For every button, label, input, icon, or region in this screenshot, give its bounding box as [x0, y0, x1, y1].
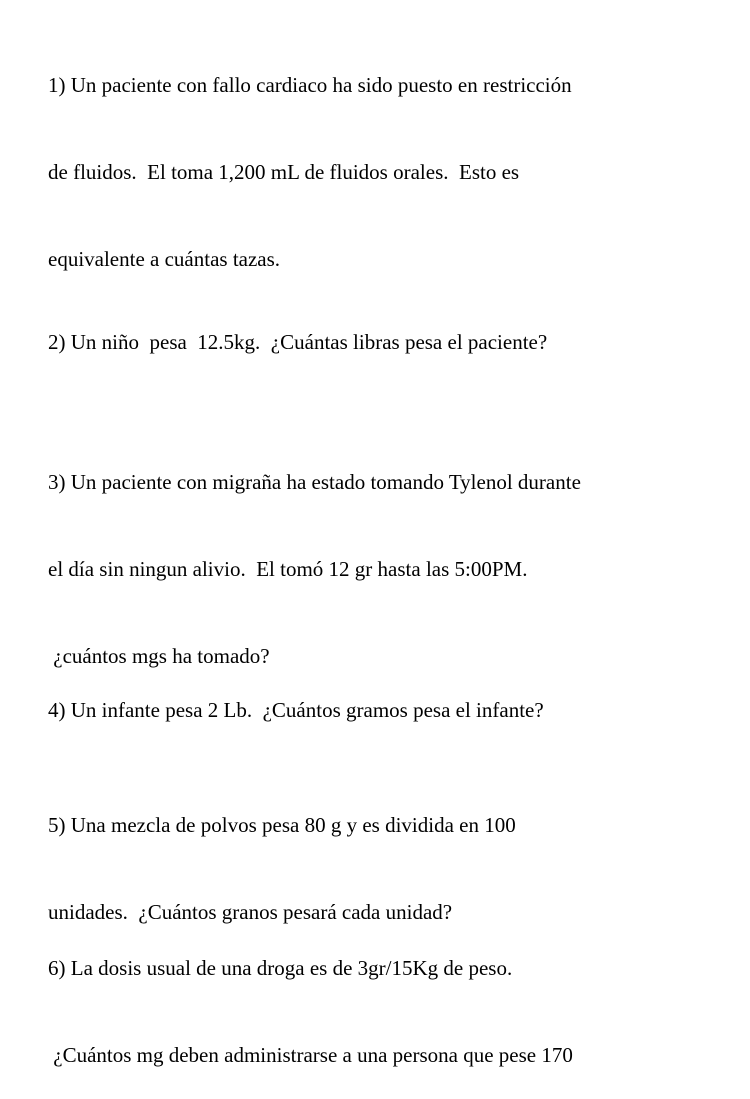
question-line: unidades. ¿Cuántos granos pesará cada unidad?: [48, 900, 453, 924]
question-4: [48, 638, 544, 754]
question-line: 1) Un paciente con fallo cardiaco ha sido puesto en restricción: [48, 73, 572, 97]
question-1: [48, 13, 572, 303]
question-line: 2) Un niño pesa 12.5kg. ¿Cuántas libras pesa el paciente?: [48, 330, 548, 354]
question-6: [48, 896, 573, 1099]
question-line: equivalente a cuántas tazas.: [48, 247, 281, 271]
question-2: [48, 270, 547, 386]
question-line: el día sin ningun alivio. El tomó 12 gr hasta las 5:00PM.: [48, 557, 528, 581]
question-line: de fluidos. El toma 1,200 mL de fluidos orales. Esto es: [48, 160, 520, 184]
question-line: 6) La dosis usual de una droga es de 3gr/15Kg de peso.: [48, 956, 513, 980]
question-line: ¿Cuántos mg deben administrarse a una persona que pese 170: [48, 1043, 573, 1067]
question-line: 3) Un paciente con migraña ha estado tomando Tylenol durante: [48, 470, 581, 494]
question-line: ¿cuántos mgs ha tomado?: [48, 644, 270, 668]
question-line: 4) Un infante pesa 2 Lb. ¿Cuántos gramos pesa el infante?: [48, 698, 544, 722]
question-line: 5) Una mezcla de polvos pesa 80 g y es dividida en 100: [48, 813, 516, 837]
